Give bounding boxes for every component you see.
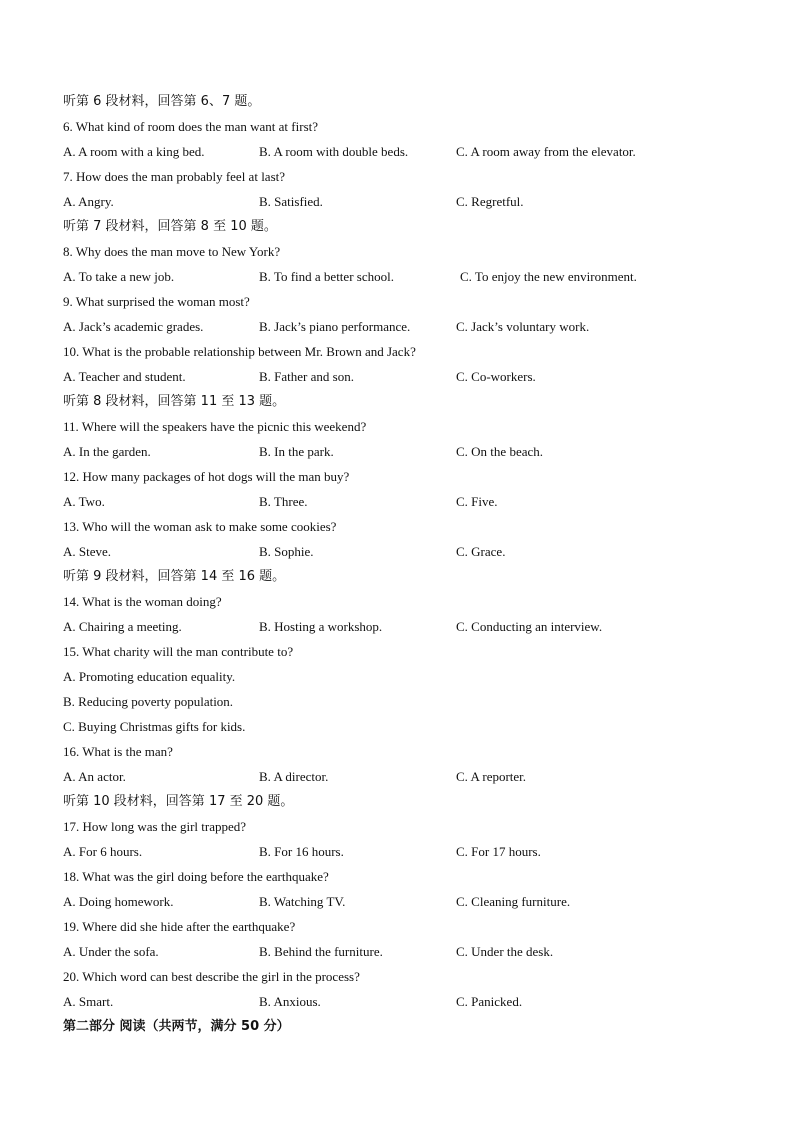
option-a: A. Under the sofa. xyxy=(63,944,159,959)
question-text: 8. Why does the man move to New York? xyxy=(63,244,281,259)
option-c: C. On the beach. xyxy=(456,444,544,459)
options-row xyxy=(63,489,743,514)
option-b: B. Behind the furniture. xyxy=(259,944,383,959)
option-a: A. Angry. xyxy=(63,194,114,209)
option-b: B. Sophie. xyxy=(259,544,314,559)
option-b: B. A room with double beds. xyxy=(259,144,409,159)
option-b: B. In the park. xyxy=(259,444,334,459)
option-c: C. Regretful. xyxy=(456,194,524,209)
options-row xyxy=(63,539,743,564)
option-b: B. Hosting a workshop. xyxy=(259,619,383,634)
option-b: B. Satisfied. xyxy=(259,194,323,209)
options-row xyxy=(63,364,743,389)
options-row xyxy=(63,839,743,864)
option-b: B. For 16 hours. xyxy=(259,844,344,859)
options-row xyxy=(63,989,743,1014)
option-a: A. Jack’s academic grades. xyxy=(63,319,204,334)
options-row xyxy=(63,764,743,789)
option-b: B. Jack’s piano performance. xyxy=(259,319,411,334)
option-c: C. Five. xyxy=(456,494,498,509)
option-b: B. Reducing poverty population. xyxy=(63,694,234,709)
option-c: C. Under the desk. xyxy=(456,944,554,959)
option-c: C. Cleaning furniture. xyxy=(456,894,571,909)
question-text: 11. Where will the speakers have the picnic this weekend? xyxy=(63,419,367,434)
options-row xyxy=(63,889,743,914)
question-text: 20. Which word can best describe the girl in the process? xyxy=(63,969,360,984)
question-text: 13. Who will the woman ask to make some cookies? xyxy=(63,519,337,534)
options-row xyxy=(63,139,743,164)
option-b: B. A director. xyxy=(259,769,329,784)
option-c: C. Conducting an interview. xyxy=(456,619,603,634)
question-text: 15. What charity will the man contribute to? xyxy=(63,644,294,659)
section-header: 听第 9 段材料，回答第 14 至 16 题。 xyxy=(63,569,286,584)
option-b: B. Watching TV. xyxy=(259,894,346,909)
question-text: 7. How does the man probably feel at last? xyxy=(63,169,286,184)
question-text: 17. How long was the girl trapped? xyxy=(63,819,247,834)
option-a: A. Teacher and student. xyxy=(63,369,186,384)
section-header: 听第 10 段材料，回答第 17 至 20 题。 xyxy=(63,794,294,809)
option-a: A. To take a new job. xyxy=(63,269,175,284)
section-header: 听第 6 段材料，回答第 6、7 题。 xyxy=(63,94,261,109)
question-text: 12. How many packages of hot dogs will the man buy? xyxy=(63,469,350,484)
question-text: 6. What kind of room does the man want at first? xyxy=(63,119,319,134)
option-c: C. A room away from the elevator. xyxy=(456,144,636,159)
options-row xyxy=(63,614,743,639)
option-b: B. Father and son. xyxy=(259,369,354,384)
options-row xyxy=(63,439,743,464)
option-c: C. To enjoy the new environment. xyxy=(460,269,637,284)
option-a: A. A room with a king bed. xyxy=(63,144,205,159)
option-c: C. Panicked. xyxy=(456,994,523,1009)
option-c: C. A reporter. xyxy=(456,769,527,784)
option-c: C. Jack’s voluntary work. xyxy=(456,319,590,334)
options-row xyxy=(63,189,743,214)
option-a: A. In the garden. xyxy=(63,444,151,459)
question-text: 16. What is the man? xyxy=(63,744,173,759)
part-title: 第二部分 阅读（共两节，满分 50 分） xyxy=(63,1019,290,1034)
question-text: 10. What is the probable relationship between Mr. Brown and Jack? xyxy=(63,344,416,359)
option-c: C. Grace. xyxy=(456,544,506,559)
option-a: A. Chairing a meeting. xyxy=(63,619,182,634)
option-c: C. Co-workers. xyxy=(456,369,536,384)
option-b: B. Anxious. xyxy=(259,994,321,1009)
options-row xyxy=(63,264,743,289)
option-a: A. For 6 hours. xyxy=(63,844,143,859)
option-b: B. Three. xyxy=(259,494,308,509)
options-row xyxy=(63,939,743,964)
option-c: C. For 17 hours. xyxy=(456,844,541,859)
question-text: 9. What surprised the woman most? xyxy=(63,294,250,309)
option-c: C. Buying Christmas gifts for kids. xyxy=(63,719,246,734)
exam-page xyxy=(63,89,743,1039)
option-a: A. Doing homework. xyxy=(63,894,174,909)
option-a: A. Steve. xyxy=(63,544,112,559)
option-a: A. Promoting education equality. xyxy=(63,669,236,684)
option-a: A. Smart. xyxy=(63,994,114,1009)
section-header: 听第 7 段材料，回答第 8 至 10 题。 xyxy=(63,219,277,234)
options-row xyxy=(63,314,743,339)
question-text: 19. Where did she hide after the earthquake? xyxy=(63,919,296,934)
question-text: 18. What was the girl doing before the earthquake? xyxy=(63,869,329,884)
option-b: B. To find a better school. xyxy=(259,269,394,284)
option-a: A. An actor. xyxy=(63,769,126,784)
section-header: 听第 8 段材料，回答第 11 至 13 题。 xyxy=(63,394,286,409)
question-text: 14. What is the woman doing? xyxy=(63,594,222,609)
option-a: A. Two. xyxy=(63,494,105,509)
